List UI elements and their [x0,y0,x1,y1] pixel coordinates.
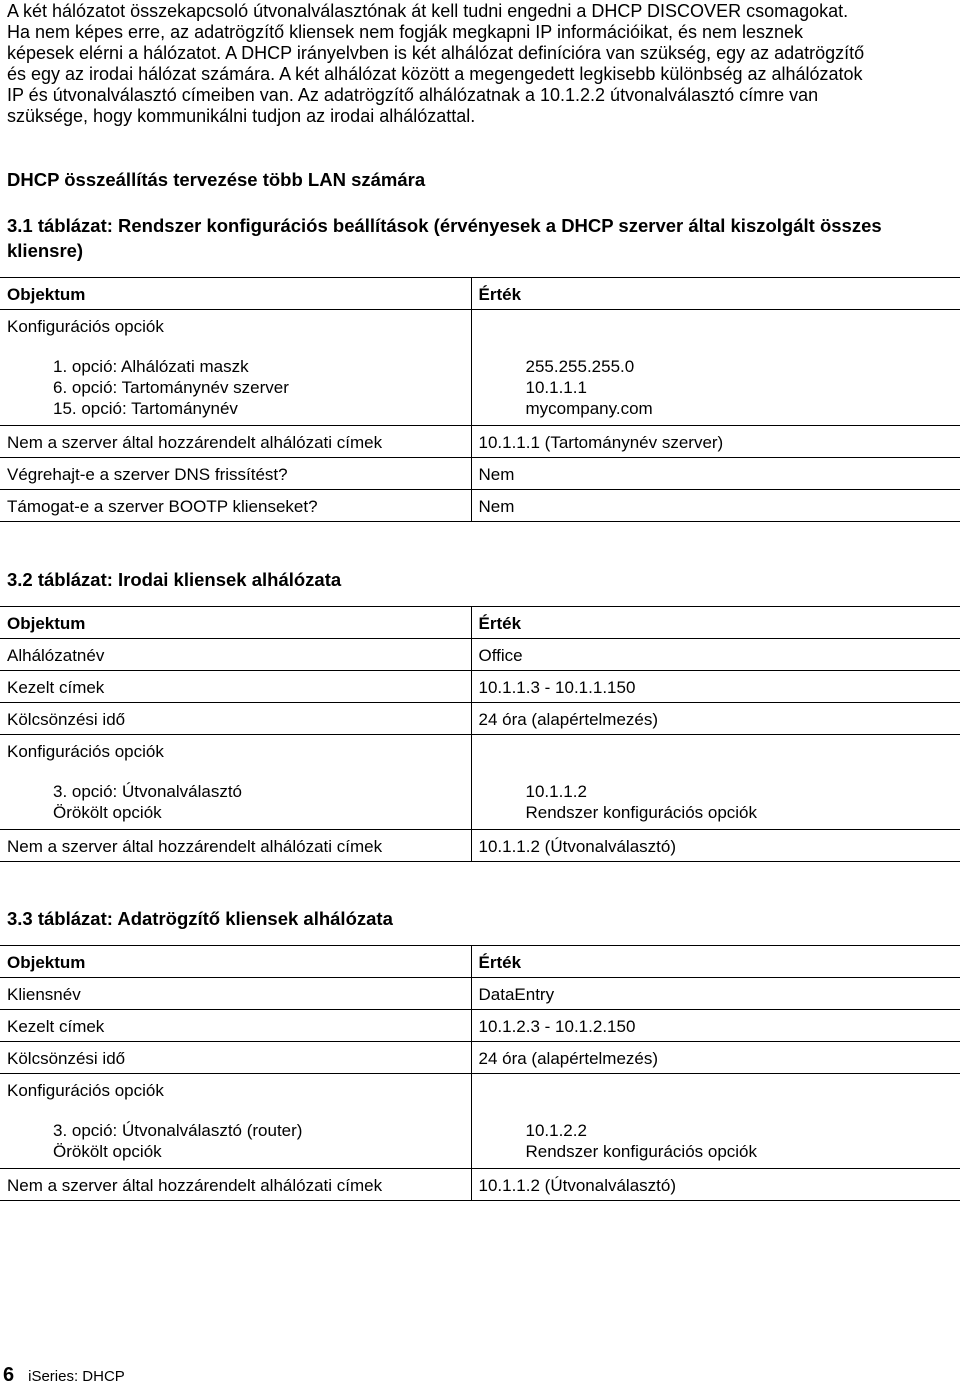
row-name: Kölcsönzési idő [0,703,471,735]
config-options-label: Konfigurációs opciók [0,1074,471,1120]
table-row [0,310,960,356]
table3 [0,945,960,1201]
intro-line: képesek elérni a hálózatot. A DHCP irányelvben is két alhálózat definícióra van szükség, egy az adatrögzítő [7,43,865,63]
section-heading: DHCP összeállítás tervezése több LAN számára [7,169,426,190]
intro-line: IP és útvonalválasztó címeiben van. Az adatrögzítő alhálózatnak a 10.1.2.2 útvonalválasztó címre van [7,85,819,105]
option-value: 10.1.1.1 [525,377,587,397]
config-options-list [0,356,960,426]
option-name: 3. opció: Útvonalválasztó [53,781,242,801]
header-ertek: Érték [471,946,960,978]
option-name: 6. opció: Tartománynév szerver [53,377,289,397]
header-objektum: Objektum [0,278,471,310]
table1 [0,277,960,522]
intro-line: A két hálózatot összekapcsoló útvonalválasztónak át kell tudni engedni a DHCP DISCOVER csomagokat. [7,1,849,21]
intro-line: és egy az irodai hálózat számára. A két alhálózat között a megengedett legkisebb különbség az alhálózatok [7,64,863,84]
table-row [0,1074,960,1120]
row-value: 10.1.2.3 - 10.1.2.150 [471,1010,960,1042]
header-objektum: Objektum [0,946,471,978]
table-row [0,457,960,489]
table2 [0,606,960,862]
row-name: Nem a szerver által hozzárendelt alhálózati címek [0,1168,471,1200]
row-value: 10.1.1.2 (Útvonalválasztó) [471,1168,960,1200]
page-number: 6 [3,1364,15,1386]
config-options-list [0,781,960,830]
table-row [0,978,960,1010]
intro-paragraph [7,1,955,127]
row-name: Kezelt címek [0,671,471,703]
row-name: Nem a szerver által hozzárendelt alhálózati címek [0,829,471,861]
config-options-label: Konfigurációs opciók [0,310,471,356]
config-options-label: Konfigurációs opciók [0,735,471,781]
intro-line: szüksége, hogy kommunikálni tudjon az irodai alhálózattal. [7,106,476,126]
option-value: mycompany.com [525,398,653,418]
row-name: Kezelt címek [0,1010,471,1042]
header-ertek: Érték [471,607,960,639]
footer-product: iSeries: DHCP [28,1368,125,1385]
option-value: Rendszer konfigurációs opciók [525,1141,758,1161]
option-name: 1. opció: Alhálózati maszk [53,356,249,376]
table-row [0,489,960,521]
row-value: Office [471,639,960,671]
table-header-row [0,946,960,978]
intro-line: Ha nem képes erre, az adatrögzítő kliensek nem fogják megkapni IP információikat, és nem lesznek [7,22,804,42]
row-value: 24 óra (alapértelmezés) [471,1042,960,1074]
option-name: Örökölt opciók [53,802,162,822]
page-footer [3,1366,125,1386]
table2-caption: 3.2 táblázat: Irodai kliensek alhálózata [7,569,342,590]
option-name: 15. opció: Tartománynév [53,398,238,418]
row-value: 10.1.1.2 (Útvonalválasztó) [471,829,960,861]
table-row [0,425,960,457]
table1-caption: 3.1 táblázat: Rendszer konfigurációs beállítások (érvényesek a DHCP szerver által kiszolgált összes kliensre) [7,215,882,261]
row-name: Végrehajt-e a szerver DNS frissítést? [0,457,471,489]
row-value: Nem [471,489,960,521]
row-name: Kliensnév [0,978,471,1010]
row-name: Támogat-e a szerver BOOTP klienseket? [0,489,471,521]
option-value: 10.1.2.2 [525,1120,587,1140]
table-header-row [0,278,960,310]
option-name: 3. opció: Útvonalválasztó (router) [53,1120,303,1140]
option-value: Rendszer konfigurációs opciók [525,802,758,822]
header-objektum: Objektum [0,607,471,639]
row-value: 10.1.1.3 - 10.1.1.150 [471,671,960,703]
config-options-list [0,1120,960,1169]
row-value: Nem [471,457,960,489]
table-row [0,639,960,671]
option-value: 10.1.1.2 [525,781,587,801]
table-row [0,1042,960,1074]
row-name: Kölcsönzési idő [0,1042,471,1074]
row-name: Nem a szerver által hozzárendelt alhálózati címek [0,425,471,457]
option-name: Örökölt opciók [53,1141,162,1161]
row-name: Alhálózatnév [0,639,471,671]
table-row [0,829,960,861]
table-row [0,1010,960,1042]
row-value: DataEntry [471,978,960,1010]
table3-caption: 3.3 táblázat: Adatrögzítő kliensek alhálózata [7,908,393,929]
table-row [0,735,960,781]
header-ertek: Érték [471,278,960,310]
table-row [0,671,960,703]
row-value: 24 óra (alapértelmezés) [471,703,960,735]
table-row [0,703,960,735]
table-header-row [0,607,960,639]
row-value: 10.1.1.1 (Tartománynév szerver) [471,425,960,457]
table-row [0,1168,960,1200]
option-value: 255.255.255.0 [525,356,635,376]
